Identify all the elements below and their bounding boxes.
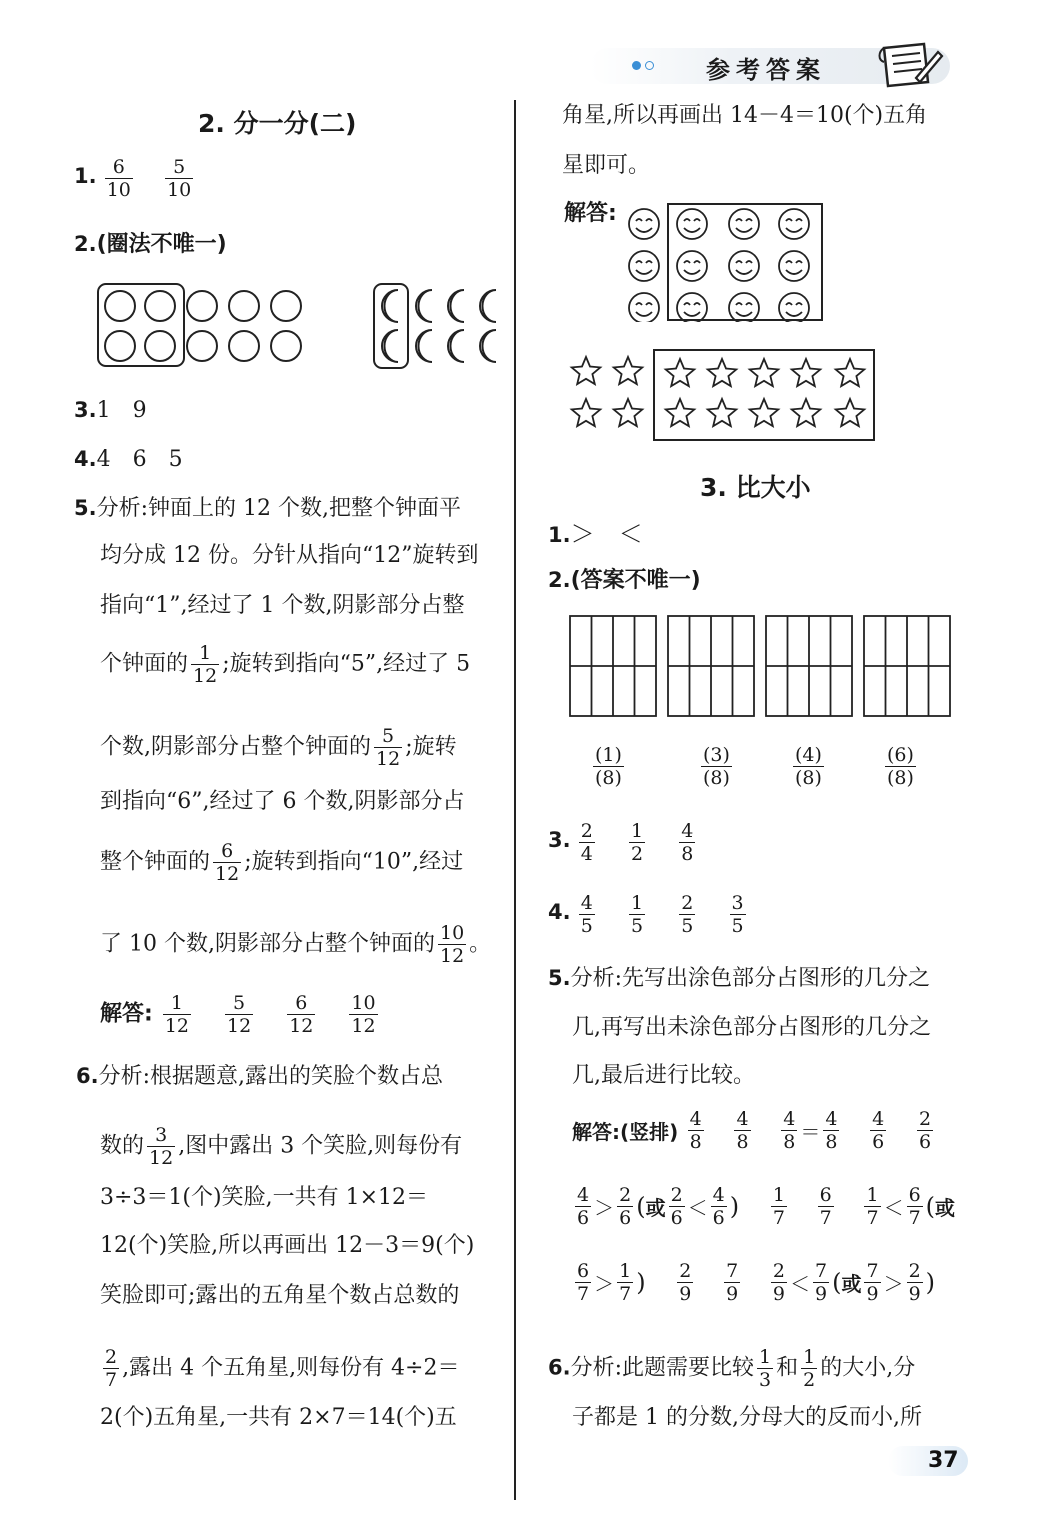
star-icon (708, 359, 737, 386)
r-q6-line: 子都是 1 的分数,分母大的反而小,所 (572, 1405, 922, 1430)
q5-line: 了 10 个数,阴影部分占整个钟面的 $\frac{10}{12}$ 。 (100, 922, 492, 967)
r-q1-answer: 1.＞ ＜ (548, 520, 643, 548)
q6-line: 12(个)笑脸,所以再画出 12－3＝9(个) (100, 1233, 475, 1258)
star-icon (792, 359, 821, 386)
r-q5-answer: $\frac{6}{7}$ ＞ $\frac{1}{7}$ ) $\frac{2}{9}$ $\frac{7}{9}$ $\frac{2}{9}$ ＜ $\frac{7}{9}$ (或 $\frac{7}{9}$ ＞ $\frac{2}{9}$ ) (577, 1260, 936, 1305)
smiley-face-icon (736, 219, 752, 232)
r-q2-answer: 2.(答案不唯一) (548, 568, 701, 593)
smiley-figure (622, 200, 826, 322)
q6-line: $\frac{2}{7}$ ,露出 4 个五角星,则每份有 4÷2＝ (105, 1346, 460, 1391)
r-q3-answer: 3. $\frac{2}{4}$ $\frac{1}{2}$ $\frac{4}{8}$ (548, 820, 694, 865)
smiley-icon (677, 209, 707, 239)
q1-number: 1. (74, 164, 97, 188)
q5-line: 指向“1”,经过了 1 个数,阴影部分占整 (100, 593, 465, 618)
grid-figure (568, 614, 954, 718)
star-icon (708, 399, 737, 426)
r-q5-line: 5.分析:先写出涂色部分占图形的几分之 (548, 966, 931, 991)
r-q5-answer: $\frac{4}{6}$ ＞ $\frac{2}{6}$ (或 $\frac{2}{6}$ ＜ $\frac{4}{6}$ ) $\frac{1}{7}$ $\frac{6}{7}$ $\frac{1}{7}$ ＜ $\frac{6}{7}$ (或 (577, 1184, 956, 1229)
r-q5-line: 几,再写出未涂色部分占图形的几分之 (572, 1015, 931, 1040)
fraction: $\frac{5}{10}$ (167, 156, 192, 201)
star-icon (666, 359, 695, 386)
star-icon (666, 399, 695, 426)
smiley-icon (779, 251, 809, 281)
header-title: 参考答案 (706, 56, 826, 84)
smiley-icon (629, 293, 659, 322)
moons-figure (372, 282, 502, 370)
smiley-face-icon (736, 261, 752, 274)
q1-answer (74, 156, 196, 201)
star-icon (792, 399, 821, 426)
section-title-left: 2. 分一分(二) (198, 109, 357, 138)
q5-line: 个数,阴影部分占整个钟面的 $\frac{5}{12}$ ;旋转 (100, 725, 457, 770)
smiley-face-icon (736, 303, 752, 316)
q6-line: 数的 $\frac{3}{12}$ ,图中露出 3 个笑脸,则每份有 (100, 1124, 463, 1169)
q6-line: 6.分析:根据题意,露出的笑脸个数占总 (76, 1064, 444, 1089)
stars-figure (564, 348, 878, 442)
q5-line: 个钟面的 $\frac{1}{12}$ ;旋转到指向“5”,经过了 5 (100, 642, 471, 687)
continued-line: 星即可。 (562, 153, 651, 178)
q2-answer: 2.(圈法不唯一) (74, 232, 227, 257)
smiley-face-icon (786, 303, 802, 316)
star-icon (614, 399, 643, 426)
page-number: 37 (928, 1448, 959, 1473)
star-icon (836, 359, 865, 386)
smiley-icon (779, 293, 809, 322)
column-divider (514, 100, 516, 1500)
star-icon (614, 357, 643, 384)
q6-line: 3÷3＝1(个)笑脸,一共有 1×12＝ (100, 1185, 429, 1210)
star-icon (750, 399, 779, 426)
q5-line: 整个钟面的 $\frac{6}{12}$ ;旋转到指向“10”,经过 (100, 840, 464, 885)
smiley-face-icon (636, 219, 652, 232)
q5-line: 5.分析:钟面上的 12 个数,把整个钟面平 (74, 496, 461, 521)
circles-figure (96, 282, 306, 368)
smiley-face-icon (684, 261, 700, 274)
q5-line: 到指向“6”,经过了 6 个数,阴影部分占 (100, 789, 465, 814)
notebook-pencil-icon (876, 38, 944, 90)
r-q4-answer: 4. $\frac{4}{5}$ $\frac{1}{5}$ $\frac{2}{5}$ $\frac{3}{5}$ (548, 892, 744, 937)
q4-answer: 4.4 6 5 (74, 447, 183, 472)
r-q5-line: 几,最后进行比较。 (572, 1063, 755, 1088)
r-q6-line: 6.分析:此题需要比较 $\frac{1}{3}$ 和 $\frac{1}{2}$ 的大小,分 (548, 1346, 916, 1391)
q6-line: 笑脸即可;露出的五角星个数占总数的 (100, 1283, 460, 1308)
grid-label: $\frac{(6)}{(8)}$ (887, 744, 914, 789)
star-icon (572, 399, 601, 426)
q5-answer: 解答: $\frac{1}{12}$ $\frac{5}{12}$ $\frac{6}{12}$ $\frac{10}{12}$ (100, 992, 376, 1037)
star-icon (572, 357, 601, 384)
smiley-icon (677, 251, 707, 281)
header-dot-icon (645, 61, 654, 70)
smiley-face-icon (684, 219, 700, 232)
smiley-icon (779, 209, 809, 239)
grid-label: $\frac{(4)}{(8)}$ (795, 744, 822, 789)
smiley-face-icon (636, 261, 652, 274)
q5-line: 均分成 12 份。分针从指向“12”旋转到 (100, 543, 479, 568)
smiley-face-icon (636, 303, 652, 316)
q3-answer: 3.1 9 (74, 398, 147, 423)
smiley-icon (729, 293, 759, 322)
smiley-icon (677, 293, 707, 322)
grid-label: $\frac{(3)}{(8)}$ (703, 744, 730, 789)
header-dot-icon (632, 61, 641, 70)
smiley-face-icon (684, 303, 700, 316)
answer-label: 解答: (564, 201, 617, 226)
smiley-face-icon (786, 261, 802, 274)
smiley-icon (629, 251, 659, 281)
star-icon (836, 399, 865, 426)
smiley-icon (729, 251, 759, 281)
star-icon (750, 359, 779, 386)
section-title-right: 3. 比大小 (700, 473, 811, 502)
r-q5-answer: 解答:(竖排) $\frac{4}{8}$ $\frac{4}{8}$ $\frac{4}{8}$ ＝ $\frac{4}{8}$ $\frac{4}{6}$ $\frac{2}{6}$ (572, 1108, 932, 1153)
smiley-face-icon (786, 219, 802, 232)
smiley-icon (729, 209, 759, 239)
grid-label: $\frac{(1)}{(8)}$ (595, 744, 622, 789)
smiley-icon (629, 209, 659, 239)
fraction: $\frac{6}{10}$ (106, 156, 131, 201)
q6-line: 2(个)五角星,一共有 2×7＝14(个)五 (100, 1405, 457, 1430)
continued-line: 角星,所以再画出 14－4＝10(个)五角 (562, 103, 928, 128)
